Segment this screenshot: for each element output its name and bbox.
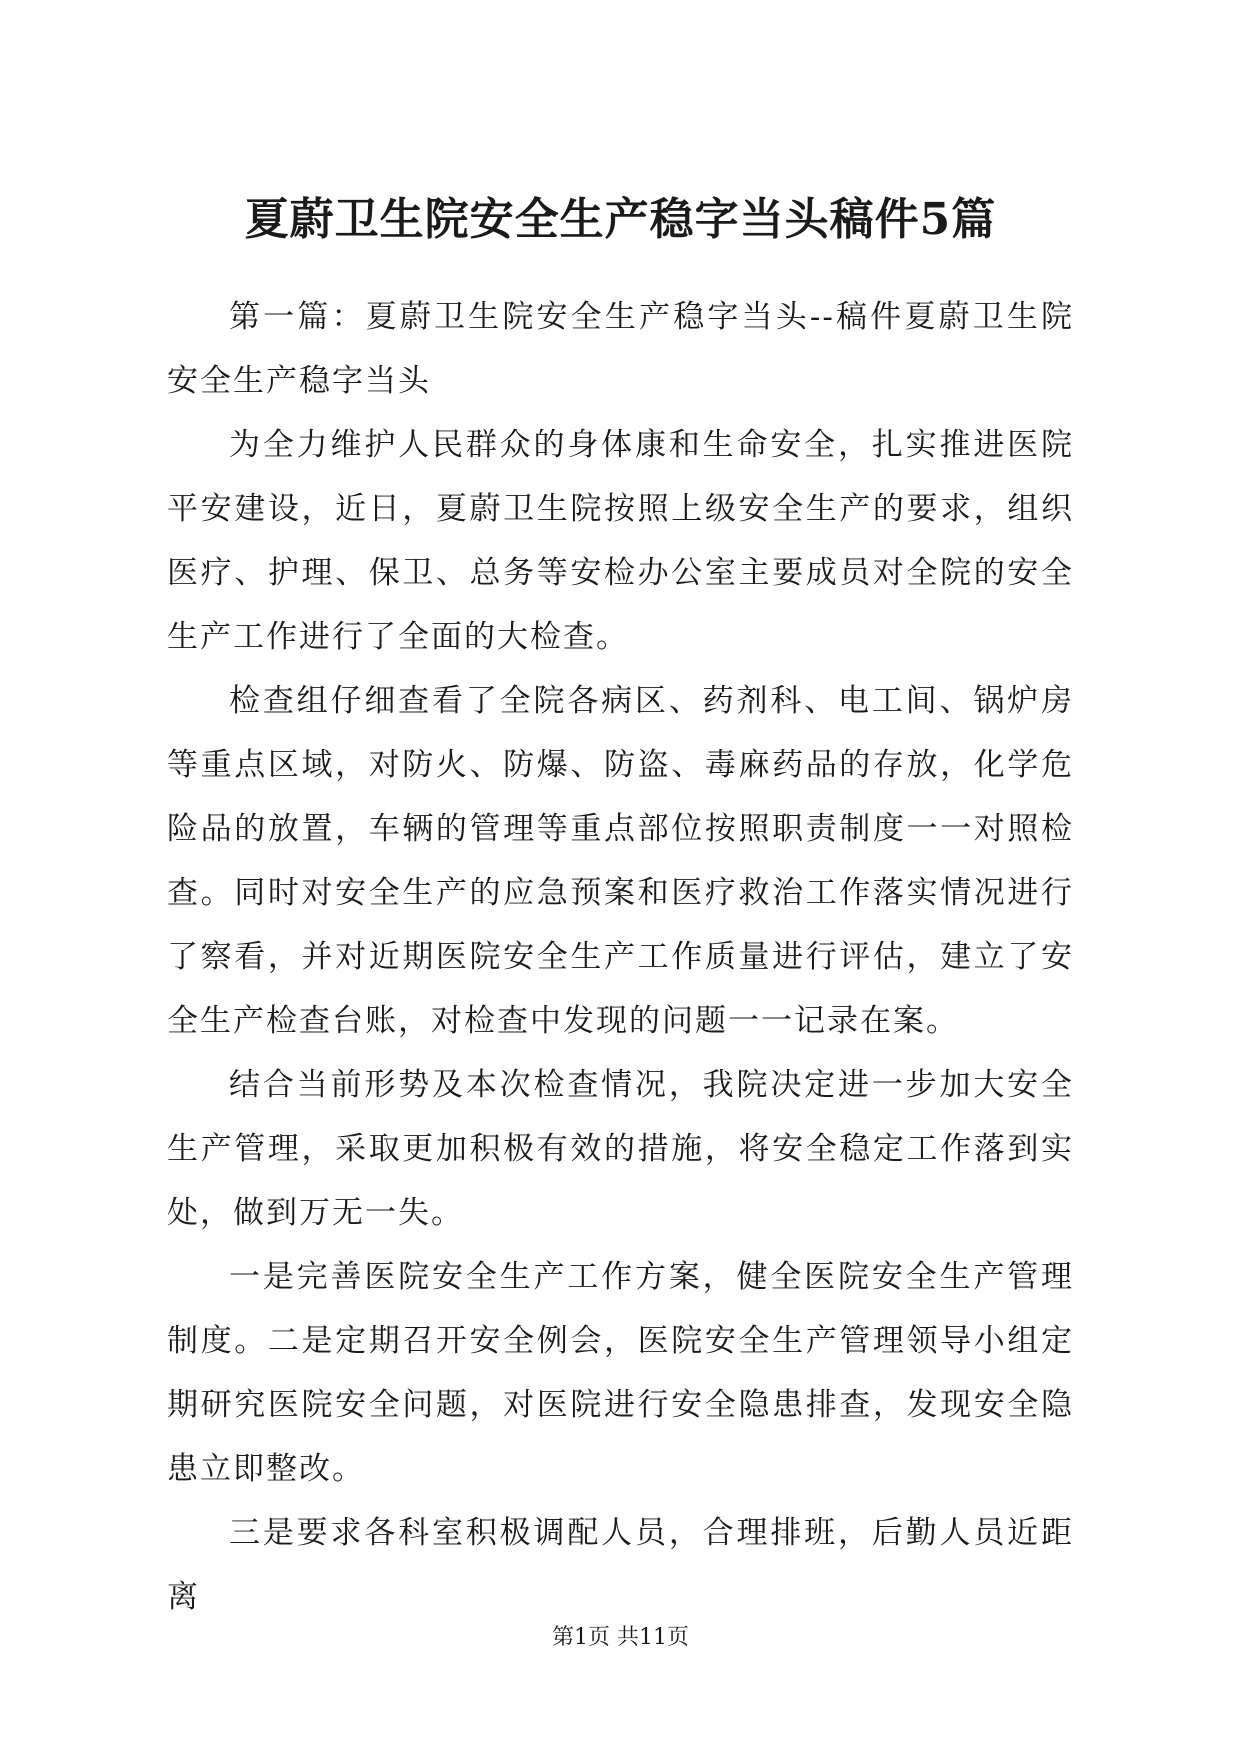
paragraph-heading: 第一篇：夏蔚卫生院安全生产稳字当头--稿件夏蔚卫生院安全生产稳字当头 — [167, 299, 1074, 399]
paragraph: 结合当前形势及本次检查情况，我院决定进一步加大安全生产管理，采取更加积极有效的措施，将安全稳定工作落到实处，做到万无一失。 — [167, 1067, 1074, 1231]
document-title: 夏蔚卫生院安全生产稳字当头稿件5篇 — [244, 194, 997, 245]
paragraph: 三是要求各科室积极调配人员，合理排班，后勤人员近距离 — [167, 1515, 1074, 1615]
paragraph: 检查组仔细查看了全院各病区、药剂科、电工间、锅炉房等重点区域，对防火、防爆、防盗、毒麻药品的存放，化学危险品的放置，车辆的管理等重点部位按照职责制度一一对照检查。同时对安全生产的应急预案和医疗救治工作落实情况进行了察看，并对近期医院安全生产工作质量进行评估，建立了安全生产检查台账，对检查中发现的问题一一记录在案。 — [167, 683, 1074, 1039]
document-body — [167, 285, 1074, 1629]
paragraph: 一是完善医院安全生产工作方案，健全医院安全生产管理制度。二是定期召开安全例会，医院安全生产管理领导小组定期研究医院安全问题，对医院进行安全隐患排查，发现安全隐患立即整改。 — [167, 1259, 1074, 1487]
paragraph: 为全力维护人民群众的身体康和生命安全，扎实推进医院平安建设，近日，夏蔚卫生院按照上级安全生产的要求，组织医疗、护理、保卫、总务等安检办公室主要成员对全院的安全生产工作进行了全面的大检查。 — [167, 427, 1074, 655]
page-number-footer: 第1页 共11页 — [552, 1625, 689, 1650]
